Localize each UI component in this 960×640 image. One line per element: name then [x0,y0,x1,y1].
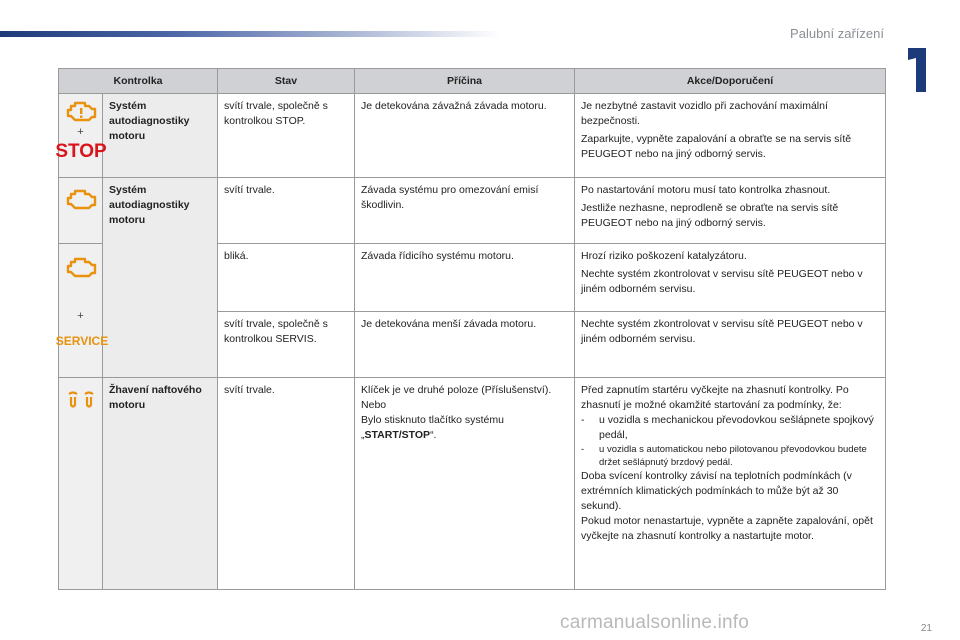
header-accent-bar [0,31,500,37]
chapter-number-text: 1 [902,46,903,47]
icon-plus: + [77,126,84,138]
list-item [581,443,879,469]
action-text: Nechte systém zkontrolovat v servisu sítě PEUGEOT nebo v jiném odborném servisu. [581,318,863,345]
action-text: Nechte systém zkontrolovat v servisu sítě PEUGEOT nebo v jiném odborném servisu. [581,268,863,295]
page-number: 21 [920,623,932,634]
action-text: Hrozí riziko poškození katalyzátoru. [581,250,747,262]
state-cell: svítí trvale, společně s kontrolkou SERVIS. [218,312,355,378]
service-warning-icon [55,334,109,352]
state-cell: svítí trvale, společně s kontrolkou STOP. [218,94,355,178]
cause-cell [355,378,575,590]
cause-text [361,428,568,443]
bullet-text: u vozidla s mechanickou převodovkou sešlápnete spojkový pedál, [599,414,874,441]
action-text: Zaparkujte, vypněte zapalování a obraťte se na servis sítě PEUGEOT nebo na jiný odborný servis. [581,133,852,160]
action-cell [575,244,886,312]
icon-cell [55,244,109,378]
action-text: Jestliže nezhasne, neprodleně se obraťte na servis sítě PEUGEOT nebo na jiný odborný servis. [581,202,839,229]
action-cell [575,378,886,590]
action-text: Pokud motor nenastartuje, vypněte a zapněte zapalování, opět vyčkejte na zhasnutí kontrolky a nastartujte motor. [581,515,873,542]
system-cell: Systém autodiagnostiky motoru [103,94,218,178]
action-cell [575,178,886,244]
header-pricina: Příčina [355,69,575,94]
bullet-dash: - [581,444,585,455]
table-row [59,94,886,178]
engine-warning-icon [61,187,100,211]
header-kontrolka: Kontrolka [59,69,218,94]
icon-cell [59,178,103,244]
section-title: Palubní zařízení [790,26,884,41]
svg-text:STOP: STOP [55,141,107,162]
cause-text: Bylo stisknuto tlačítko systému [361,414,504,426]
quote-open: „ [361,429,365,441]
table-header-row [59,69,886,94]
table-row [59,178,886,244]
icon-cell [59,378,103,590]
system-cell: Systém autodiagnostiky motoru [103,178,218,378]
chapter-number-badge [902,46,932,94]
action-text: Před zapnutím startéru vyčkejte na zhasnutí kontrolky. Po zhasnutí je možné okamžité startování za podmínky, že: [581,384,849,411]
header-stav: Stav [218,69,355,94]
engine-warning-icon [61,99,100,123]
action-text: Doba svícení kontrolky závisí na teplotních podmínkách (v extrémních klimatických podmínkách to může být až 30 sekund). [581,470,852,512]
state-cell: svítí trvale. [218,178,355,244]
header-akce: Akce/Doporučení [575,69,886,94]
glow-plug-icon [61,389,100,411]
state-cell: svítí trvale. [218,378,355,590]
engine-warning-icon [61,255,100,279]
table-row [59,378,886,590]
svg-text:SERVICE: SERVICE [55,334,109,348]
action-cell [575,94,886,178]
cause-cell: Závada řídicího systému motoru. [355,244,575,312]
action-text: Je nezbytné zastavit vozidlo při zachování maximální bezpečnosti. [581,100,828,127]
action-text: Po nastartování motoru musí tato kontrolka zhasnout. [581,184,831,196]
bullet-dash: - [581,414,585,426]
system-cell: Žhavení naftového motoru [103,378,218,590]
cause-cell: Je detekována menší závada motoru. [355,312,575,378]
cause-cell: Závada systému pro omezování emisí škodlivin. [355,178,575,244]
watermark: carmanualsonline.info [560,612,750,633]
list-item [581,413,879,443]
stop-warning-icon [55,141,107,162]
warning-lights-table [55,68,886,590]
cause-text: Nebo [361,399,387,411]
quote-close: “. [430,429,437,441]
action-cell [575,312,886,378]
cause-cell: Je detekována závažná závada motoru. [355,94,575,178]
icon-plus: + [77,310,84,322]
icon-cell [55,94,107,178]
start-stop-label: START/STOP [364,429,431,441]
state-cell: bliká. [218,244,355,312]
cause-text: Klíček je ve druhé poloze (Příslušenství). [361,384,552,396]
bullet-text: u vozidla s automatickou nebo pilotovanou převodovkou budete držet sešlápnutý brzdový pedál. [599,444,867,468]
